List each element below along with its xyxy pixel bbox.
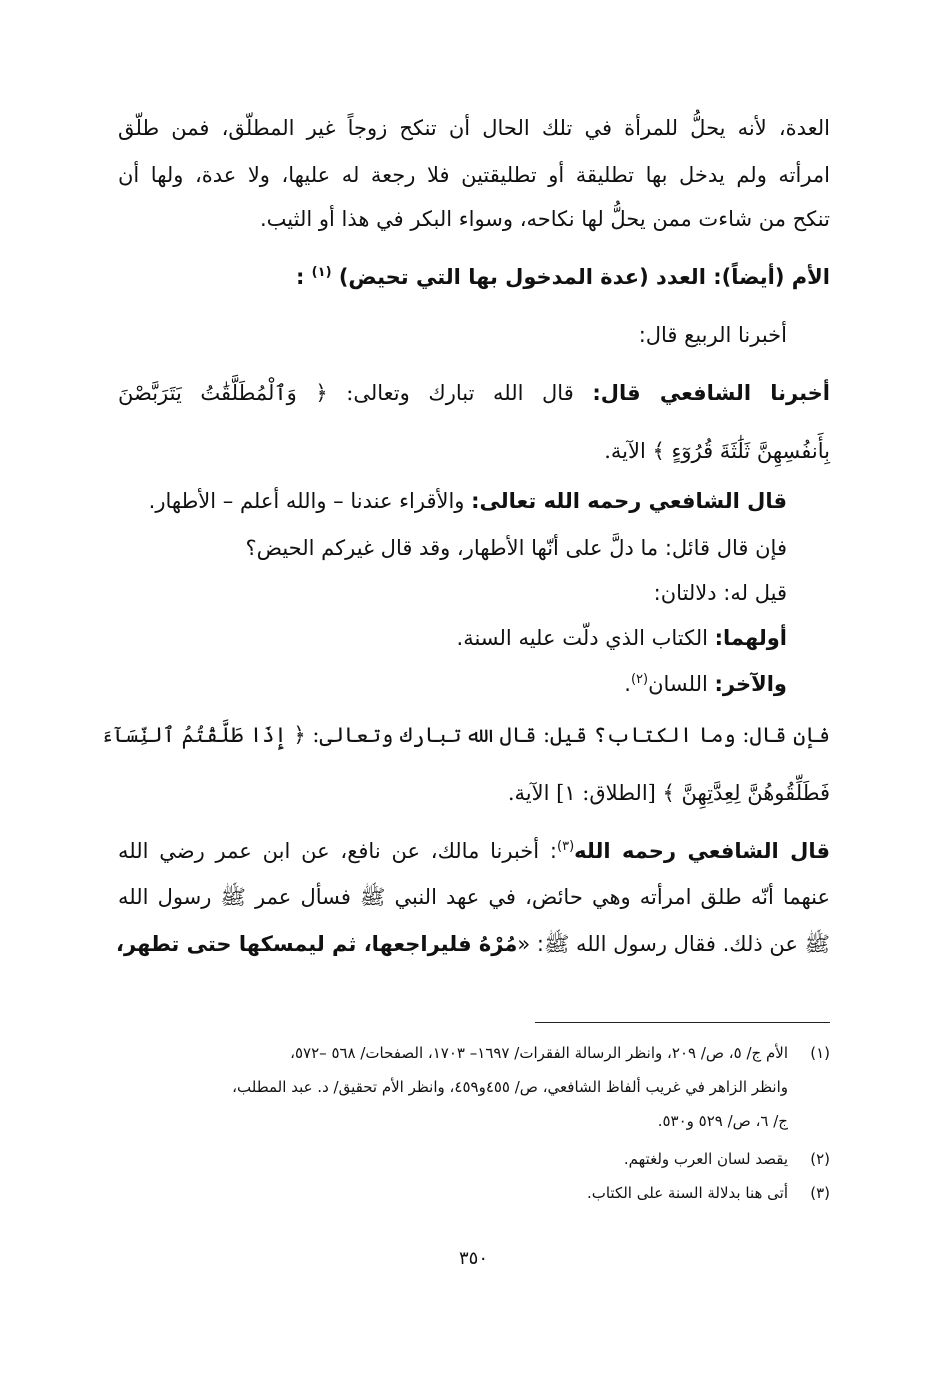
verse-text: فَطَلِّقُوهُنَّ لِعِدَّتِهِنَّ ﴾ [الطلاق: ١] الآية. — [507, 781, 830, 805]
body-text: : أخبرنا مالك، عن نافع، عن ابن عمر رضي الله — [118, 839, 558, 863]
hadith-quote: مُرْهُ فليراجعها، ثم ليمسكها حتى تطهر، — [116, 932, 518, 956]
body-text: الكتاب الذي دلّت عليه السنة. — [456, 626, 715, 650]
footnote-number: (٢) — [810, 1150, 830, 1168]
page-number: ٣٥٠ — [458, 1248, 488, 1269]
heading-colon: : — [295, 265, 305, 289]
body-text: ﷺ عن ذلك. فقال رسول الله ﷺ: « — [517, 932, 830, 956]
body-line: امرأته ولم يدخل بها تطليقة أو تطليقتين فلا رجعة له عليها، ولا عدة، ولها أن — [118, 163, 830, 187]
speaker-label: قال الشافعي رحمه الله — [574, 839, 830, 863]
body-text: . — [624, 672, 631, 696]
item-label: أولهما: — [714, 626, 787, 650]
body-line: العدة، لأنه يحلُّ للمرأة في تلك الحال أن تنكح زوجاً غير المطلّق، فمن طلّق — [118, 116, 830, 140]
body-line: أخبرنا الربيع قال: — [638, 323, 787, 347]
body-line — [118, 623, 787, 653]
footnote-1 — [118, 1042, 830, 1064]
verse-text: فإن قال: وما الكتاب؟ قيل: قال الله تبارك وتعالى: ﴿ إِذَا طَلَّقْتُمُ ٱلنِّسَآءَ — [101, 723, 830, 747]
body-text: والأقراء عندنا – والله أعلم – الأطهار. — [148, 489, 472, 513]
body-line: فإن قال قائل: ما دلَّ على أنّها الأطهار، وقد قال غيركم الحيض؟ — [245, 536, 787, 560]
body-line: عنهما أنّه طلق امرأته وهي حائض، في عهد النبي ﷺ فسأل عمر ﷺ رسول الله — [118, 885, 830, 909]
body-line — [118, 778, 830, 808]
body-line: تنكح من شاءت ممن يحلُّ لها نكاحه، وسواء البكر في هذا أو الثيب. — [259, 207, 830, 231]
footnote-1-cont: وانظر الزاهر في غريب ألفاظ الشافعي، ص/ ٤٥٥و٤٥٩، وانظر الأم تحقيق/ د. عبد المطلب، — [232, 1078, 788, 1096]
footnote-divider — [535, 1022, 830, 1023]
footnote-2 — [118, 1148, 830, 1170]
narrator-label: أخبرنا الشافعي قال: — [592, 381, 830, 405]
footnote-text: الأم ج/ ٥، ص/ ٢٠٩، وانظر الرسالة الفقرات/ ١٦٩٧– ١٧٠٣، الصفحات/ ٥٦٨ –٥٧٢، — [290, 1044, 788, 1062]
body-line — [118, 436, 830, 466]
body-line: قيل له: دلالتان: — [653, 581, 787, 605]
footnote-number: (١) — [810, 1044, 830, 1062]
section-heading — [118, 262, 830, 292]
body-line — [118, 486, 787, 516]
body-text: اللسان — [648, 672, 715, 696]
footnote-ref: (١) — [311, 265, 332, 280]
body-line — [101, 720, 830, 750]
heading-text: الأم (أيضاً): العدد (عدة المدخول بها التي تحيض) — [338, 265, 830, 289]
footnote-1-cont: ج/ ٦، ص/ ٥٢٩ و٥٣٠. — [657, 1112, 788, 1130]
item-label: والآخر: — [714, 672, 787, 696]
verse-text: قال الله تبارك وتعالى: ﴿ وَٱلْمُطَلَّقَٰتُ يَتَرَبَّصْنَ — [118, 381, 593, 405]
body-line — [118, 836, 830, 866]
footnote-3 — [118, 1182, 830, 1204]
body-line — [118, 378, 830, 408]
footnote-text: أتى هنا بدلالة السنة على الكتاب. — [586, 1184, 788, 1202]
footnote-number: (٣) — [810, 1184, 830, 1202]
verse-text: بِأَنفُسِهِنَّ ثَلَٰثَةَ قُرُوٓءٍ ﴾ الآية. — [604, 439, 830, 463]
footnote-text: يقصد لسان العرب ولغتهم. — [623, 1150, 788, 1168]
body-line — [118, 929, 830, 959]
footnote-ref: (٢) — [630, 672, 649, 687]
speaker-label: قال الشافعي رحمه الله تعالى: — [471, 489, 787, 513]
body-line — [118, 669, 787, 699]
footnote-ref: (٣) — [557, 839, 575, 854]
